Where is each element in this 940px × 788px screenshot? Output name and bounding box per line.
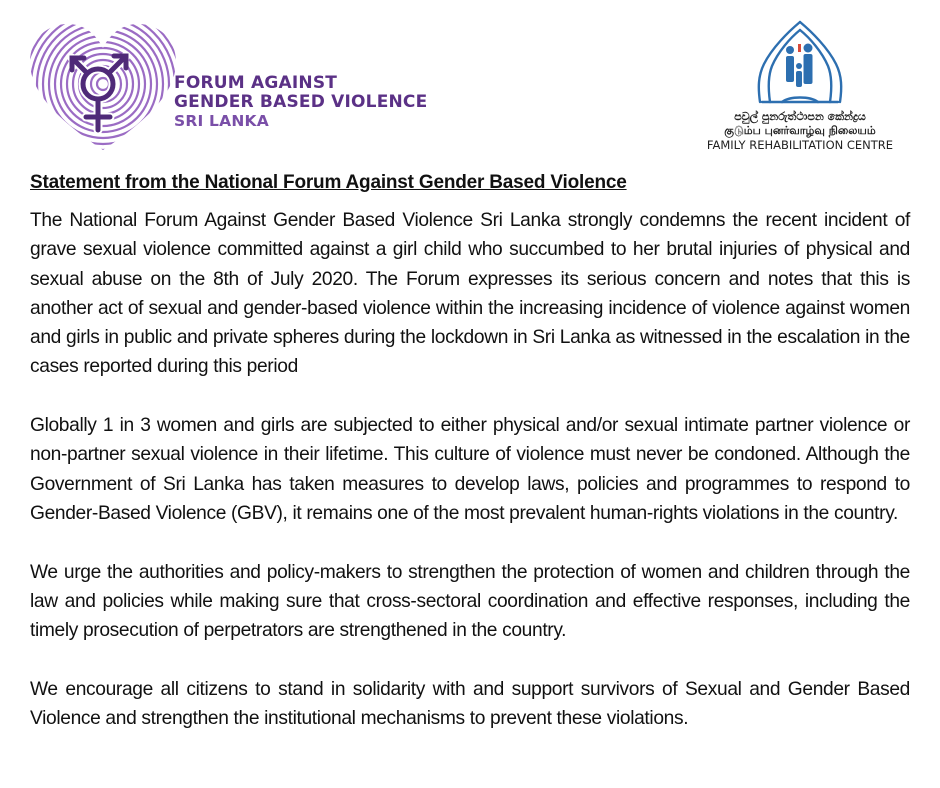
family-hands-house-icon <box>752 18 848 110</box>
fagbv-logo <box>28 22 428 154</box>
paragraph-1: The National Forum Against Gender Based Violence Sri Lanka strongly condemns the recent incident of grave sexual violence committed against a girl child who succumbed to her brutal injuries of physical and sexual abuse on the 8th of July 2020. The Forum expresses its serious concern and notes that this is another act of sexual and gender-based violence within the increasing incidence of violence against women and girls in public and private spheres during the lockdown in Sri Lanka as witnessed in the escalation in the cases reported during this period <box>30 210 910 378</box>
paragraph-2: Globally 1 in 3 women and girls are subjected to either physical and/or sexual intimate partner violence or non-partner sexual violence in their lifetime. This culture of violence must never be condoned. Although the Government of Sri Lanka has taken measures to develop laws, policies and programmes to respond to Gender-Based Violence (GBV), it remains one of the most prevalent human-rights violations in the country. <box>30 415 910 524</box>
letterhead <box>0 0 940 165</box>
paragraph-3: We urge the authorities and policy-makers to strengthen the protection of women and children through the law and policies while making sure that cross-sectoral coordination and effective responses, including the timely prosecution of perpetrators are strengthened in the country. <box>30 561 910 642</box>
frc-name-english: FAMILY REHABILITATION CENTRE <box>706 138 894 152</box>
frc-name-sinhala: පවුල් පුනරුත්ථාපන කේන්ද්‍රය <box>734 110 866 123</box>
fagbv-line-3: SRI LANKA <box>174 112 269 130</box>
frc-logo <box>700 18 900 160</box>
gender-symbol-fingerprint-heart-icon <box>28 22 178 154</box>
fagbv-line-2: GENDER BASED VIOLENCE <box>174 92 428 112</box>
statement-heading: Statement from the National Forum Against Gender Based Violence <box>30 172 627 193</box>
fagbv-wordmark <box>174 74 427 131</box>
frc-name-tamil: குடும்ப புனர்வாழ்வு நிலையம் <box>724 124 876 137</box>
statement-body <box>30 172 910 733</box>
fagbv-line-1: FORUM AGAINST <box>174 73 338 93</box>
paragraph-4: We encourage all citizens to stand in solidarity with and support survivors of Sexual and Gender Based Violence and strengthen the institutional mechanisms to prevent these violations. <box>30 678 910 730</box>
